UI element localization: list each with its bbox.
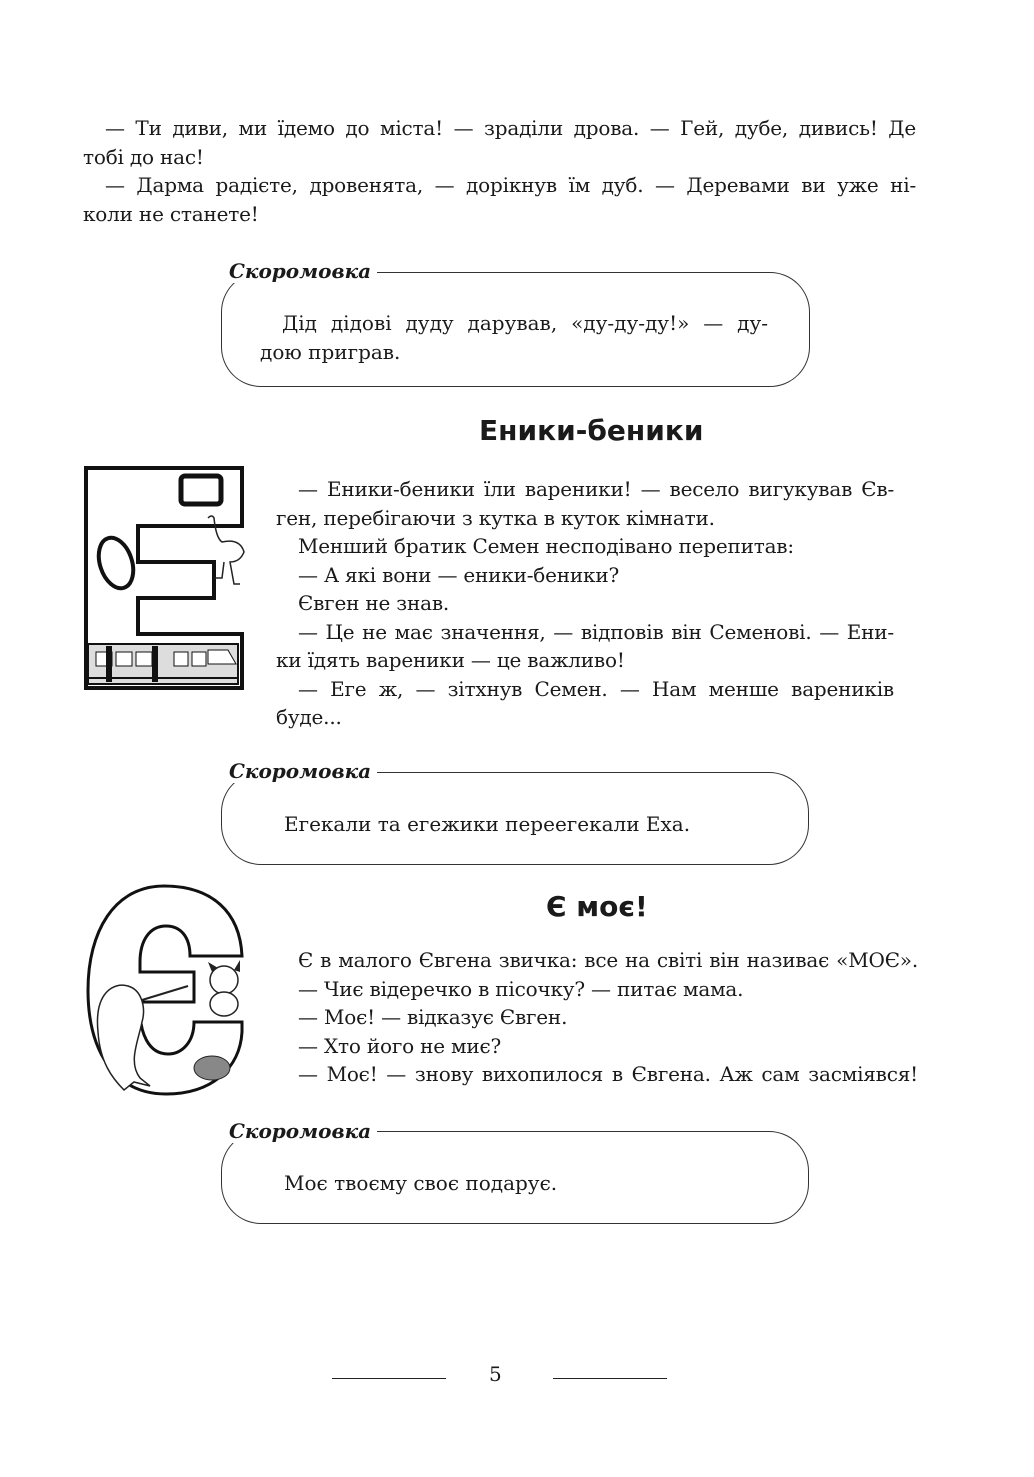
- text-line: дою приграв.: [260, 339, 401, 364]
- page-number: 5: [489, 1362, 502, 1386]
- footer-rule-left: [332, 1378, 446, 1379]
- text-line: коли не станете!: [83, 201, 259, 226]
- text-line: — Ти диви, ми їдемо до міста! — зраділи дрова. — Гей, дубе, дивись! Де: [105, 116, 916, 140]
- footer-rule-right: [553, 1378, 667, 1379]
- tongue-twister-text: [284, 1169, 557, 1198]
- text-line: Менший братик Семен несподівано перепитав:: [298, 534, 794, 558]
- text-line: буде...: [276, 705, 342, 729]
- tongue-twister-text: [284, 810, 690, 839]
- text-line: ген, перебігаючи з кутка в куток кімнати.: [276, 505, 715, 530]
- text-line: — А які вони — еники-беники?: [298, 562, 619, 587]
- section-title: Є моє!: [546, 890, 648, 923]
- story-text: [276, 475, 894, 732]
- text-line: Моє твоєму своє подарує.: [284, 1171, 558, 1195]
- text-line: Є в малого Євгена звичка: все на світі він називає «МОЄ».: [298, 948, 918, 972]
- text-line: Дід дідові дуду дарував, «ду-ду-ду!» — ду-: [282, 311, 768, 335]
- text-line: — Еники-беники їли вареники! — весело вигукував Єв-: [298, 477, 894, 501]
- tongue-twister-text: [260, 309, 768, 366]
- tongue-twister-label: Скоромовка: [229, 259, 377, 283]
- text-line: тобі до нас!: [83, 144, 204, 169]
- text-line: — Хто його не миє?: [298, 1033, 502, 1058]
- text-line: — Моє! — відказує Євген.: [298, 1005, 568, 1029]
- text-line: ки їдять вареники — це важливо!: [276, 648, 625, 672]
- text-line: — Дарма радієте, дровенята, — дорікнув їм дуб. — Деревами ви уже ні-: [105, 173, 916, 197]
- text-line: Егекали та егежики переегекали Еха.: [284, 812, 691, 836]
- letter-ye-illustration-icon: [84, 882, 246, 1098]
- section-title: Еники-беники: [479, 414, 704, 447]
- text-line: — Моє! — знову вихопилося в Євгена. Аж сам засміявся!: [298, 1062, 918, 1086]
- text-line: — Еге ж, — зітхнув Семен. — Нам менше вареників: [298, 676, 894, 701]
- text-line: — Це не має значення, — відповів він Семенові. — Ени-: [298, 619, 894, 644]
- letter-e-illustration-icon: [84, 466, 246, 690]
- intro-paragraph: [83, 114, 916, 228]
- story-text: [298, 946, 918, 1089]
- text-line: — Чиє відеречко в пісочку? — питає мама.: [298, 976, 744, 1001]
- tongue-twister-label: Скоромовка: [229, 759, 377, 783]
- tongue-twister-label: Скоромовка: [229, 1119, 377, 1143]
- text-line: Євген не знав.: [298, 591, 450, 615]
